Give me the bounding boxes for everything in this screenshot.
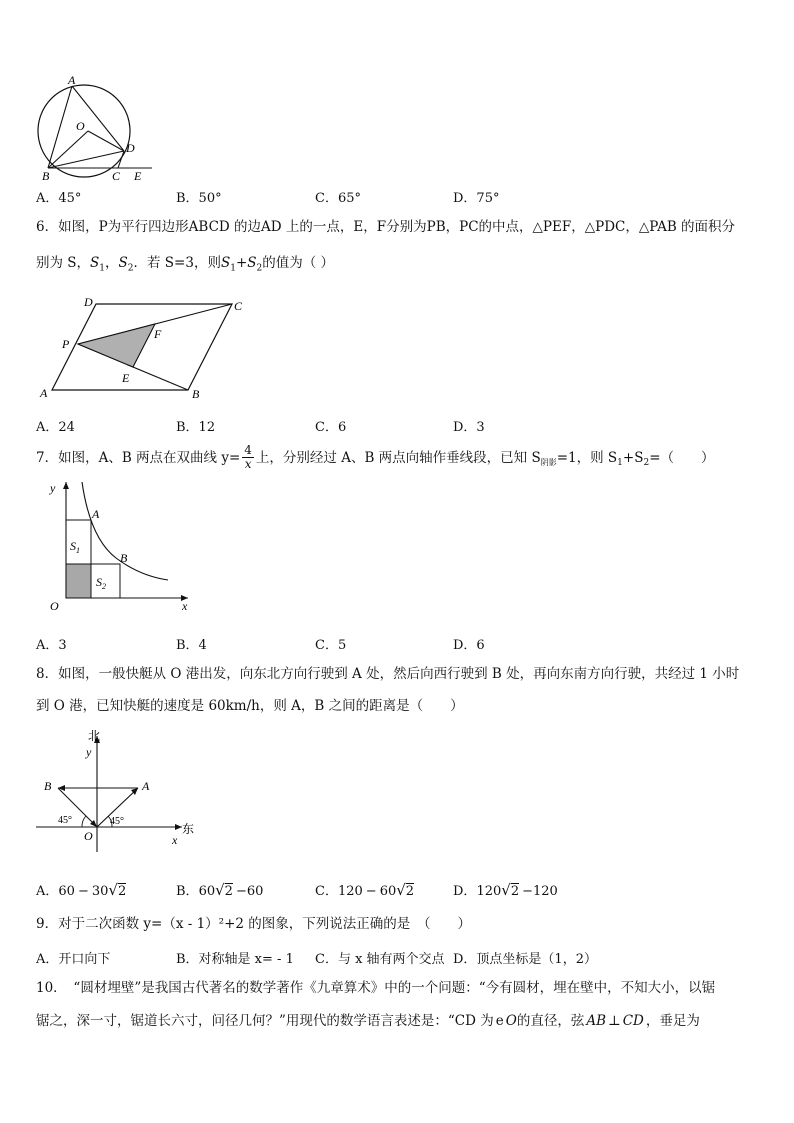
q5-option-c: C．65° [315, 191, 361, 206]
q8-option-c: C．120 − 60√2 [315, 881, 415, 899]
q9-stem: 9．对于二次函数 y=（x - 1）²+2 的图象，下列说法正确的是 （ ） [36, 916, 472, 932]
q6-label-d: D [84, 295, 93, 309]
q5-option-b: B．50° [176, 191, 222, 206]
q6-figure [36, 294, 256, 404]
q9-option-d: D．顶点坐标是（1，2） [453, 952, 597, 967]
q8-label-x: x [172, 833, 178, 847]
q7-label-x: x [182, 599, 188, 613]
q6-label-p: P [62, 337, 70, 351]
q10-stem-line1: 10． “圆材埋壁”是我国古代著名的数学著作《九章算术》中的一个问题：“今有圆材，埋在壁中，不知大小，以锯 [36, 980, 716, 996]
q6-stem-line1: 6．如图，P为平行四边形ABCD 的边AD 上的一点，E，F分别为PB，PC的中点，△PEF，△PDC，△PAB 的面积分 [36, 219, 736, 235]
q5-label-d: D [126, 141, 135, 155]
q7-option-c: C．5 [315, 638, 347, 653]
q7-fraction: $\frac{4}{x}$ [244, 443, 252, 471]
q7-figure [36, 478, 196, 618]
q9-option-b: B．对称轴是 x= - 1 [176, 952, 294, 967]
q8-stem-line1: 8．如图，一般快艇从 O 港出发，向东北方向行驶到 A 处，然后向西行驶到 B 处，再向东南方向行驶，共经过 1 小时 [36, 666, 740, 682]
q7-shaded-rect [66, 564, 91, 598]
q7-option-b: B．4 [176, 638, 207, 653]
q6-label-a: A [40, 386, 48, 400]
q6-label-c: C [234, 299, 243, 313]
q6-line2-a: 别为 S， [36, 255, 91, 271]
q6-shaded-triangle [78, 324, 155, 367]
q7-option-a: A．3 [36, 638, 67, 653]
q10-stem-line2: 锯之，深一寸，锯道长六寸，问径几何？”用现代的数学语言表述是：“CD 为 e O的直径，弦 AB ⊥ CD ，垂足为 [36, 1013, 700, 1029]
q6-label-b: B [192, 387, 200, 401]
q6-stem-line2: 别为 S，$S_1$，$S_2$．若 S=3，则$S_1+S_2$的值为（ ） [36, 255, 335, 274]
q6-label-e: E [122, 371, 130, 385]
q8-label-north: 北 [88, 729, 101, 743]
q8-option-b: B．60√2 −60 [176, 881, 264, 899]
q6-label-f: F [154, 327, 162, 341]
q7-hyperbola [82, 482, 168, 580]
q6-option-a: A．24 [36, 420, 75, 435]
q8-label-angle-right: 45° [110, 816, 124, 827]
q8-stem-line2: 到 O 港，已知快艇的速度是 60km/h，则 A，B 之间的距离是（ ） [36, 698, 464, 714]
q9-option-a: A．开口向下 [36, 952, 111, 967]
q7-option-d: D．6 [453, 638, 485, 653]
q7-line-a: 7．如图，A、B 两点在双曲线 y= [36, 449, 241, 466]
q8-label-angle-left: 45° [58, 815, 72, 826]
q10-circle-symbol: e [495, 1013, 504, 1029]
q6-option-c: C．6 [315, 420, 347, 435]
q7-line-b: 上，分别经过 A、B 两点向轴作垂线段，已知 S [255, 449, 541, 466]
q5-option-d: D．75° [453, 191, 500, 206]
q5-label-c: C [112, 169, 121, 183]
q7-label-b: B [120, 551, 128, 565]
q8-label-east: 东 [182, 822, 195, 836]
q7-label-a: A [92, 507, 100, 521]
q5-figure [30, 74, 160, 184]
q5-label-e: E [134, 169, 142, 183]
q8-option-a: A．60 − 30√2 [36, 881, 127, 899]
q7-label-o: O [50, 599, 59, 613]
q6-option-b: B．12 [176, 420, 216, 435]
q9-option-c: C．与 x 轴有两个交点 [315, 952, 445, 967]
q5-option-a: A．45° [36, 191, 82, 206]
q8-label-y: y [86, 745, 92, 759]
q7-label-y: y [50, 481, 56, 495]
q7-label-s2: $S_2$ [96, 575, 106, 591]
q7-stem: 7．如图，A、B 两点在双曲线 y= $\frac{4}{x}$ 上，分别经过 A、B 两点向轴作垂线段，已知 S $_{阴影}$ =1，则 S $_1$ +S $_2$ =（ ） [36, 443, 715, 471]
q7-label-s1: $S_1$ [70, 539, 80, 555]
q5-label-b: B [42, 169, 50, 183]
q8-option-d: D．120√2 −120 [453, 881, 558, 899]
q6-option-d: D．3 [453, 420, 485, 435]
q8-label-b: B [44, 779, 52, 793]
q5-label-o: O [76, 119, 85, 133]
q8-label-o: O [84, 829, 93, 843]
q8-label-a: A [142, 779, 150, 793]
q8-figure [30, 728, 210, 853]
q5-label-a: A [68, 74, 76, 87]
